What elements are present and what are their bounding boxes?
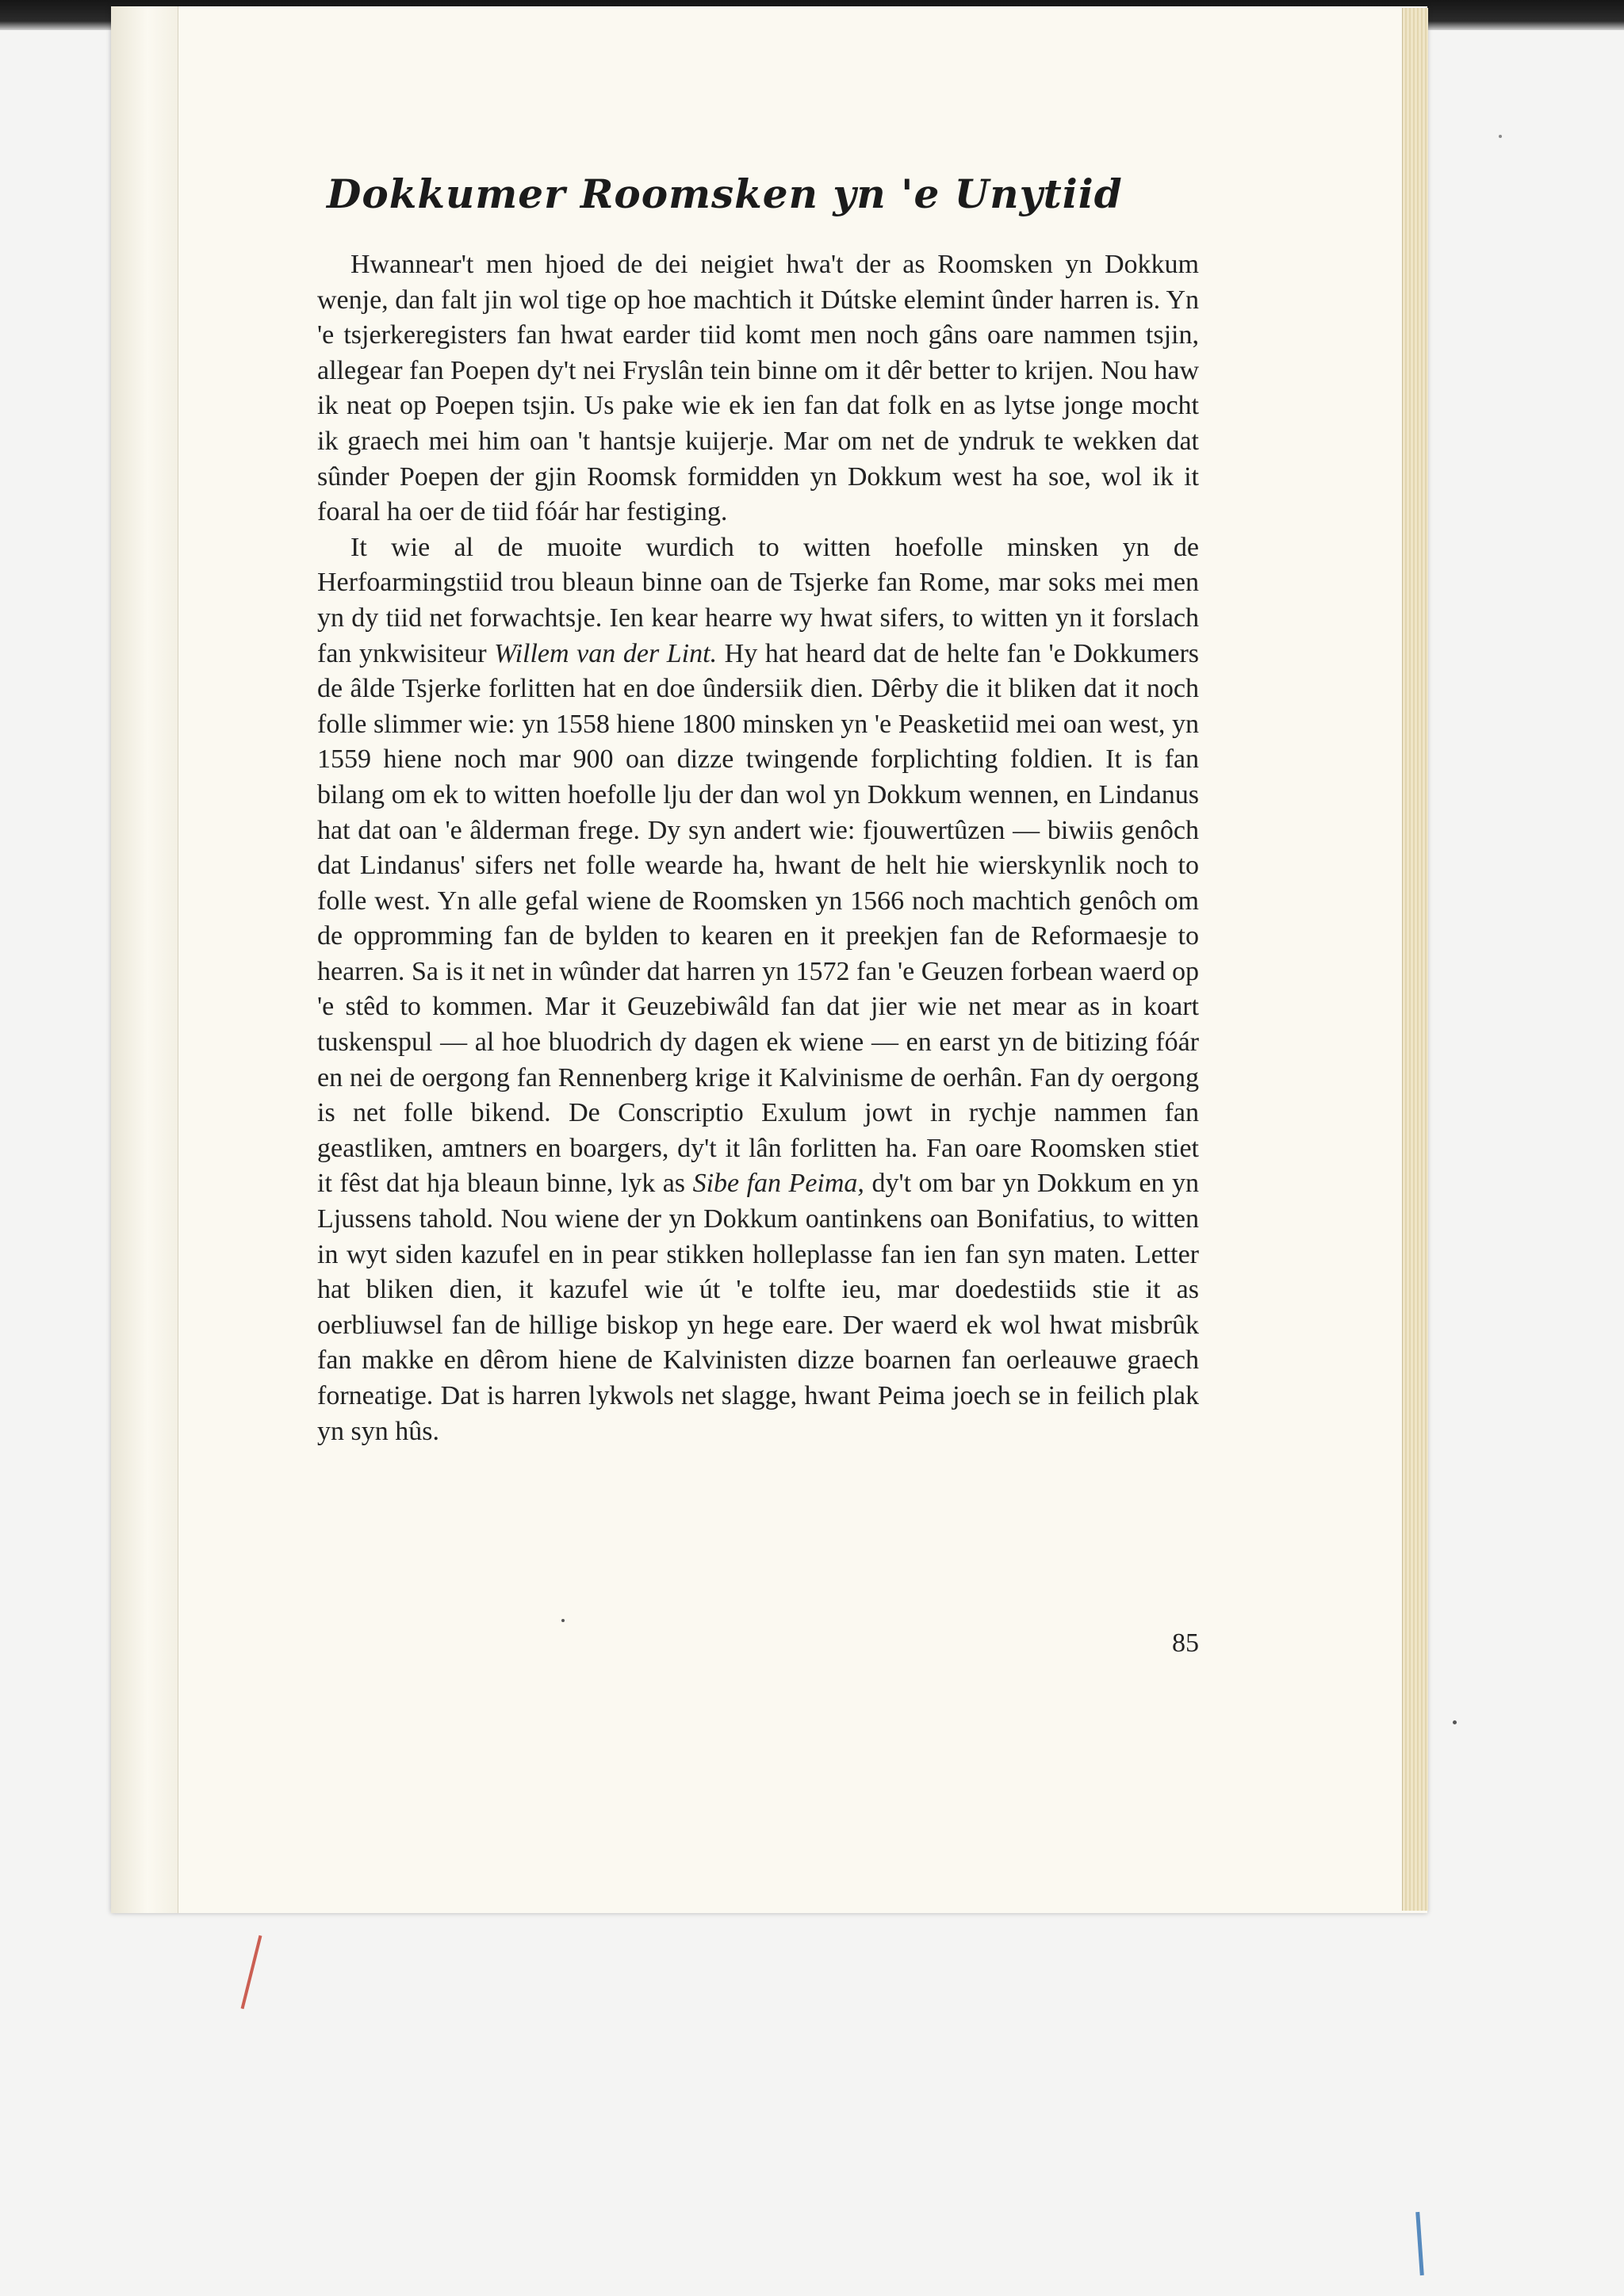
scan-mark-red [241,1935,262,2009]
paragraph-2-text-c: dy't om bar yn Dokkum en yn Ljussens tahold. Nou wiene der yn Dokkum oantinkens oan Bonifatius, to witten in wyt siden kazufel en in pear stikken holleplasse fan ien fan syn maten. Letter hat bliken dien, it kazufel wie út 'e tolfte ieu, mar doedestiids stie it as oerbliuwsel fan de hillige biskop yn hege eare. Der waerd ek wol hwat misbrûk fan makke en dêrom hiene de Kalvinisten dizze boarnen fan oerleauwe graech forneatige. Dat is harren lykwols net slagge, hwant Peima joech se in feilich plak yn syn hûs. [317,1169,1200,1446]
scan-speck [1499,135,1502,138]
scan-speck [561,1619,565,1622]
paragraph-1: Hwannear't men hjoed de dei neigiet hwa't der as Roomsken yn Dokkum wenje, dan falt jin wol tige op hoe machtich it Dútske elemint ûnder harren is. Yn 'e tsjerkeregisters fan hwat earder tiid komt men noch gâns oare nammen tsjin, allegear fan Poepen dy't nei Fryslân tein binne om it dêr better to krijen. Nou haw ik neat op Poepen tsjin. Us pake wie ek ien fan dat folk en as lytse jonge mocht ik graech mei him oan 't hantsje kuijerje. Mar om net de yndruk te wekken dat sûnder Poepen der gjin Roomsk formidden yn Dokkum west ha soe, wol ik it foaral ha oer de tiid fóár har festiging. [317,250,1199,527]
article-body [317,247,1199,1449]
paragraph-2-text-a: It wie al de muoite wurdich to witten hoefolle minsken yn de Herfoarmingstiid trou bleaun binne oan de Tsjerke fan Rome, mar soks mei men yn dy tiid net forwachtsje. Ien kear hearre wy hwat sifers, to witten yn it forslach fan ynkwisiteur [317,532,1199,668]
article-title: Dokkumer Roomsken yn 'e Unytiid [327,170,1123,217]
paragraph-2 [317,530,1199,1449]
page-number: 85 [1172,1628,1199,1658]
inquisitor-name: Willem van der Lint. [494,638,718,668]
paragraph-2-text-b: Hy hat heard dat de helte fan 'e Dokkumers de âlde Tsjerke forlitten hat en doe ûndersiik dien. Dêrby die it bliken dat it noch folle slimmer wie: yn 1558 hiene 1800 minsken yn 'e Peasketiid mei oan west, yn 1559 hiene noch mar 900 oan dizze twingende forplichting foldien. It is fan bilang om ek to witten hoefolle lju der dan wol yn Dokkum wennen, en Lindanus hat dat oan 'e âlderman frege. Dy syn andert wie: fjouwertûzen — biwiis genôch dat Lindanus' sifers net folle wearde ha, hwant de helt hie wierskynlik noch to folle west. Yn alle gefal wiene de Roomsken yn 1566 noch machtich genôch om de oppromming fan de bylden to kearen en it preekjen fan de Reformaesje to hearren. Sa is it net in wûnder dat harren yn 1572 fan 'e Geuzen forbean waerd op 'e stêd to kommen. Mar it Geuzebiwâld fan dat jier wie net mear as in koart tuskenspul — al hoe bluodrich dy dagen ek wiene — en earst yn de bitizing fóár en nei de oergong fan Rennenberg krige it Kalvinisme de oerhân. Fan dy oergong is net folle bikend. De Conscriptio Exulum jowt in rychje nammen fan geastliken, amtners en boargers, dy't it lân forlitten ha. Fan oare Roomsken stiet it fêst dat hja bleaun binne, lyk as [317,638,1199,1199]
book-spine-edge [111,6,178,1913]
scan-speck [1453,1720,1457,1724]
person-name: Sibe fan Peima, [692,1169,864,1199]
page-edges [1402,8,1428,1911]
scan-mark-blue [1415,2212,1424,2275]
